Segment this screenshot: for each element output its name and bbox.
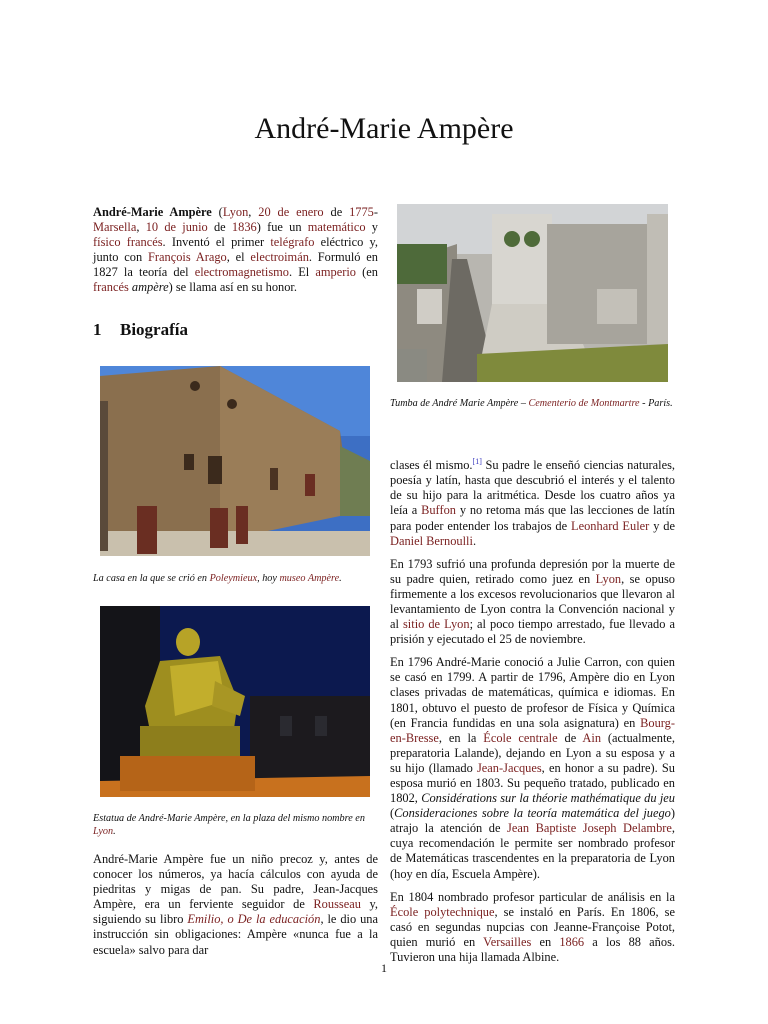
link-daniel-bernoulli[interactable]: Daniel Bernoulli	[390, 533, 473, 548]
text: en	[531, 934, 560, 949]
text: ,	[248, 205, 259, 219]
text: , en la	[438, 730, 484, 745]
link-20-enero[interactable]: 20 de enero	[258, 205, 324, 219]
text: ) fue un	[256, 220, 308, 235]
link-delambre[interactable]: Jean Baptiste Joseph Delambre	[507, 821, 672, 836]
page-title: André-Marie Ampère	[254, 112, 514, 145]
italic-ampere: ampère	[131, 280, 169, 295]
section-number: 1	[93, 320, 102, 339]
right-paragraph-2	[390, 557, 675, 648]
text: , cuya recomendación le permite ser nombrado profesor de Matemáticas trascendentes en la preparatoria de Lyon (hoy en día, Escuela Ampère).	[390, 821, 676, 881]
text: , le dio una instrucción sin obligaciones: Ampère «nunca fue a la escuela» salvo para dar	[93, 912, 378, 957]
house-caption	[93, 572, 378, 585]
link-museo-ampere[interactable]: museo Ampère	[279, 573, 340, 584]
text: eléctrico y, junto con	[93, 235, 378, 265]
section-heading	[93, 320, 188, 340]
link-matematico[interactable]: matemático	[307, 220, 366, 235]
text: a los 88 años. Tuvieron una hija llamada Albine.	[390, 934, 675, 965]
link-marsella[interactable]: Marsella	[93, 220, 137, 235]
link-electromagnetismo[interactable]: electromagnetismo	[194, 265, 289, 280]
tomb-photo	[397, 204, 668, 382]
text: ) atrajo la atención de	[390, 806, 675, 836]
link-fisico-frances[interactable]: físico francés	[93, 235, 163, 250]
italic-considerations: Considérations sur la théorie mathématique du jeu	[421, 791, 675, 806]
intro-name: André-Marie Ampère	[93, 205, 212, 219]
text: En 1793 sufrió una profunda depresión por la muerte de su padre quien, retirado como juez en	[390, 556, 675, 586]
link-1836[interactable]: 1836	[231, 220, 257, 235]
link-ain[interactable]: Ain	[582, 730, 602, 745]
link-rousseau[interactable]: Rousseau	[313, 897, 361, 912]
text: y no retoma más que las lecciones de latín para poder entender los trabajos de	[390, 503, 675, 533]
text: En 1804 nombrado profesor particular de análisis en la	[390, 889, 675, 904]
link-amperio[interactable]: amperio	[315, 265, 357, 280]
text: de	[557, 730, 583, 745]
link-1866[interactable]: 1866	[559, 934, 585, 949]
reference-1[interactable]: [1]	[472, 457, 482, 466]
text: . Formuló en 1827 la teoría del	[93, 250, 378, 280]
page-number: 1	[381, 961, 387, 975]
text: ; al poco tiempo arrestado, fue llevado a prisión y ejecutado el 25 de noviembre.	[390, 617, 675, 647]
link-emilio[interactable]: Emilio, o De la educación	[187, 912, 321, 927]
link-versailles[interactable]: Versailles	[483, 934, 532, 949]
text: , se instaló en París. En 1806, se casó en segundas nupcias con Jeanne-Françoise Potot, quien murió en	[390, 904, 676, 949]
text: (	[211, 205, 223, 219]
link-sitio-de-lyon[interactable]: sitio de Lyon	[402, 617, 470, 632]
text: . El	[288, 265, 316, 280]
link-ecole-centrale[interactable]: École centrale	[483, 730, 558, 745]
link-lyon[interactable]: Lyon	[222, 205, 249, 219]
link-jean-jacques[interactable]: Jean-Jacques	[476, 760, 542, 775]
text: , en honor a su padre). Su esposa murió en 1803. Su pequeño tratado, publicado en 1802,	[390, 760, 675, 806]
link-frances[interactable]: francés	[93, 280, 129, 295]
left-paragraph	[93, 852, 378, 966]
intro-paragraph	[93, 205, 378, 304]
text: .	[113, 826, 116, 837]
link-lyon-2[interactable]: Lyon	[595, 571, 622, 586]
link-cementerio-montmartre[interactable]: Cementerio de Montmartre	[528, 398, 640, 409]
text: .	[339, 573, 342, 584]
text: Su padre le enseñó ciencias naturales, poesía y latín, hasta que descubrió el interés y el talento de su hijo para la aritmética. Desde los cuatro años ya leía a	[390, 458, 676, 518]
text: de	[207, 220, 232, 235]
link-francois-arago[interactable]: François Arago	[147, 250, 227, 265]
statue-photo	[100, 606, 370, 797]
text: , el	[226, 250, 251, 265]
right-paragraph-1	[390, 454, 675, 549]
link-leonhard-euler[interactable]: Leonhard Euler	[571, 518, 650, 533]
text: , se opuso firmemente a los excesos revolucionarios que llevaron al levantamiento de Lyon contra la Convención nacional y al	[390, 571, 676, 632]
text: clases él mismo.	[390, 458, 473, 473]
text: (en	[356, 265, 378, 280]
link-lyon-caption[interactable]: Lyon	[93, 826, 114, 837]
text: ) se llama así en su honor.	[168, 280, 297, 295]
link-telegrafo[interactable]: telégrafo	[270, 235, 315, 250]
text: y de	[649, 518, 675, 533]
link-1775[interactable]: 1775	[349, 205, 374, 219]
italic-consideraciones: Consideraciones sobre la teoría matemática del juego	[394, 806, 671, 821]
text: -	[373, 205, 379, 219]
tomb-caption	[390, 397, 675, 410]
link-10-junio[interactable]: 10 de junio	[145, 220, 208, 235]
house-photo	[100, 366, 370, 556]
section-title: Biografía	[120, 320, 188, 339]
text: (actualmente, preparatoria Lalande), dejando en Lyon a su esposa y a su hijo (llamado	[390, 730, 675, 775]
link-poleymieux[interactable]: Poleymieux	[209, 573, 258, 584]
text: .	[472, 533, 477, 548]
text: André-Marie Ampère fue un niño precoz y, antes de conocer los números, ya hacía cálculos con ayuda de piedritas y migas de pan. Su padre, Jean-Jacques Ampère, era un ferviente seguidor de	[93, 852, 378, 912]
link-ecole-polytechnique[interactable]: École polytechnique	[390, 904, 495, 919]
text: y	[365, 220, 378, 235]
text: Tumba de André Marie Ampère –	[390, 398, 529, 409]
text: ,	[136, 220, 146, 235]
text: La casa en la que se crió en	[93, 573, 210, 584]
right-column	[390, 454, 675, 973]
statue-caption	[93, 812, 378, 838]
text: y, siguiendo su libro	[93, 897, 378, 927]
right-paragraph-3	[390, 655, 675, 881]
link-bourg-en-bresse[interactable]: Bourg-en-Bresse	[390, 715, 675, 745]
text: - París.	[639, 398, 673, 409]
right-paragraph-4	[390, 890, 675, 965]
link-buffon[interactable]: Buffon	[421, 503, 456, 518]
text: Estatua de André-Marie Ampère, en la plaza del mismo nombre en	[93, 813, 365, 824]
link-electroiman[interactable]: electroimán	[250, 250, 309, 265]
text: , hoy	[257, 573, 280, 584]
text: (	[390, 806, 395, 821]
text: . Inventó el primer	[162, 235, 271, 250]
text: de	[323, 205, 350, 219]
text: En 1796 André-Marie conoció a Julie Carron, con quien se casó en 1799. A partir de 1796, Ampère dio en Lyon clases privadas de matemáticas, química e idiomas. En 1801, obtuvo el puesto de profesor de Física y Química (en Francia fundidas en una sola asignatura) en	[390, 655, 675, 730]
